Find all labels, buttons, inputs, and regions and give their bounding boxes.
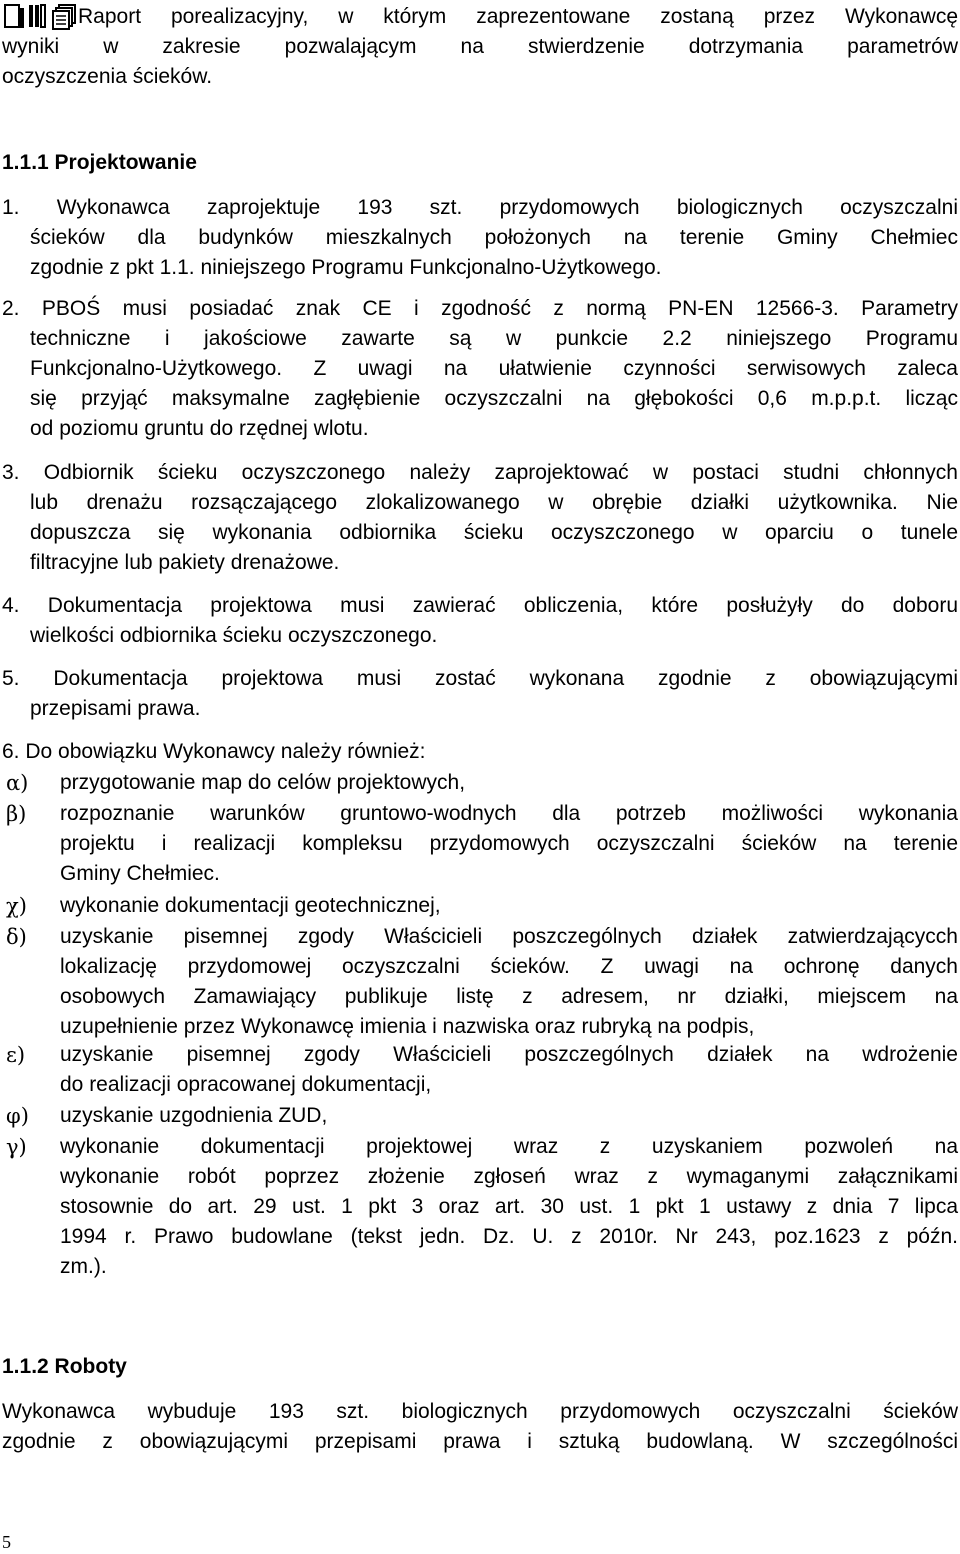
list-item-line: 1994 r. Prawo budowlane (tekst jedn. Dz. U. z 2010r. Nr 243, poz.1623 z późn. — [60, 1225, 958, 1248]
list-item-line: stosownie do art. 29 ust. 1 pkt 3 oraz art. 30 ust. 1 pkt 1 ustawy z dnia 7 lipca — [60, 1195, 958, 1218]
list-item-line: rozpoznanie warunków gruntowo-wodnych dla potrzeb możliwości wykonania — [60, 802, 958, 825]
document-icon — [4, 4, 26, 30]
section-heading: 1.1.1 Projektowanie — [2, 151, 197, 174]
paragraph-line: Wykonawca wybuduje 193 szt. biologicznych przydomowych oczyszczalni ścieków — [2, 1400, 958, 1423]
paragraph-line: dopuszcza się wykonania odbiornika ścieku oczyszczonego w oparciu o tunele — [30, 521, 958, 544]
list-item-line: Gminy Chełmiec. — [60, 862, 220, 885]
paragraph-line: się przyjąć maksymalne zagłębienie oczyszczalni na głębokości 0,6 m.p.p.t. licząc — [30, 387, 958, 410]
paragraph-line: lub drenażu rozsączającego zlokalizowanego w obrębie działki użytkownika. Nie — [30, 491, 958, 514]
paragraph-line: 2. PBOŚ musi posiadać znak CE i zgodność z normą PN-EN 12566-3. Parametry — [2, 297, 958, 320]
list-item-line: wykonanie dokumentacji projektowej wraz z uzyskaniem pozwoleń na — [60, 1135, 958, 1158]
paragraph-line: wielkości odbiornika ścieku oczyszczonego. — [30, 624, 438, 647]
list-item-line: wykonanie robót poprzez złożenie zgłoseń wraz z wymaganymi załącznikami — [60, 1165, 958, 1188]
section-heading: 1.1.2 Roboty — [2, 1355, 127, 1378]
list-item-line: uzyskanie pisemnej zgody Właścicieli poszczególnych działek zatwierdzającycch — [60, 925, 958, 948]
list-marker: ε) — [6, 1043, 26, 1067]
paragraph-line: 1. Wykonawca zaprojektuje 193 szt. przydomowych biologicznych oczyszczalni — [2, 196, 958, 219]
list-marker: δ) — [6, 925, 27, 949]
list-item-line: projektu i realizacji kompleksu przydomowych oczyszczalni ścieków na terenie — [60, 832, 958, 855]
list-marker: γ) — [6, 1135, 27, 1159]
paragraph-line: zgodnie z pkt 1.1. niniejszego Programu Funkcjonalno-Użytkowego. — [30, 256, 662, 279]
paragraph-line: 5. Dokumentacja projektowa musi zostać wykonana zgodnie z obowiązującymi — [2, 667, 958, 690]
list-marker: β) — [6, 802, 27, 826]
header-line: wyniki w zakresie pozwalającym na stwierdzenie dotrzymania parametrów — [2, 35, 958, 58]
paragraph-line: ścieków dla budynków mieszkalnych położonych na terenie Gminy Chełmiec — [30, 226, 958, 249]
list-item-line: do realizacji opracowanej dokumentacji, — [60, 1073, 432, 1096]
page-number: 5 — [2, 1532, 11, 1552]
paragraph-line: przepisami prawa. — [30, 697, 201, 720]
header-line: oczyszczenia ścieków. — [2, 65, 213, 88]
header-line: Raport porealizacyjny, w którym zaprezentowane zostaną przez Wykonawcę — [78, 5, 958, 28]
list-item-line: wykonanie dokumentacji geotechnicznej, — [60, 894, 441, 917]
paragraph-line: techniczne i jakościowe zawarte są w punkcie 2.2 niniejszego Programu — [30, 327, 958, 350]
stacked-documents-icon — [52, 4, 78, 30]
list-item-line: uzyskanie uzgodnienia ZUD, — [60, 1104, 328, 1127]
paragraph-line: filtracyjne lub pakiety drenażowe. — [30, 551, 340, 574]
list-marker: α) — [6, 771, 29, 795]
header-icons — [4, 4, 74, 30]
list-item-line: uzupełnienie przez Wykonawcę imienia i nazwiska oraz rubryką na podpis, — [60, 1015, 755, 1038]
list-item-line: przygotowanie map do celów projektowych, — [60, 771, 466, 794]
paragraph-line: 3. Odbiornik ścieku oczyszczonego należy zaprojektować w postaci studni chłonnych — [2, 461, 958, 484]
binder-icon — [28, 4, 50, 30]
list-marker: φ) — [6, 1104, 29, 1128]
paragraph-line: od poziomu gruntu do rzędnej wlotu. — [30, 417, 369, 440]
paragraph-line: zgodnie z obowiązującymi przepisami prawa i sztuką budowlaną. W szczególności — [2, 1430, 958, 1453]
list-marker: χ) — [6, 894, 27, 918]
paragraph-line: 6. Do obowiązku Wykonawcy należy również: — [2, 740, 426, 763]
list-item-line: zm.). — [60, 1255, 107, 1278]
list-item-line: uzyskanie pisemnej zgody Właścicieli poszczególnych działek na wdrożenie — [60, 1043, 958, 1066]
list-item-line: lokalizację przydomowej oczyszczalni ścieków. Z uwagi na ochronę danych — [60, 955, 958, 978]
paragraph-line: Funkcjonalno-Użytkowego. Z uwagi na ułatwienie czynności serwisowych zaleca — [30, 357, 958, 380]
list-item-line: osobowych Zamawiający publikuje listę z adresem, nr działki, miejscem na — [60, 985, 958, 1008]
paragraph-line: 4. Dokumentacja projektowa musi zawierać obliczenia, które posłużyły do doboru — [2, 594, 958, 617]
